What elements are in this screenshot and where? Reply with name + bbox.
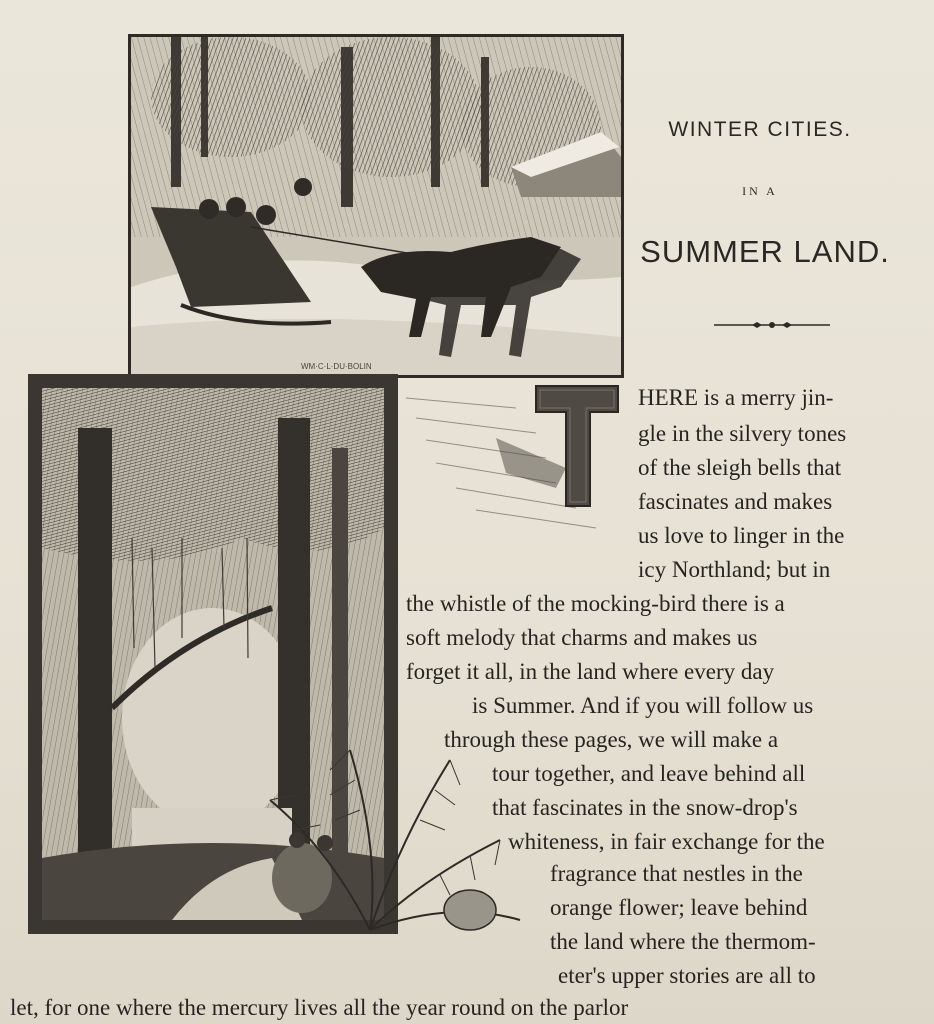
title-line-summer-land: SUMMER LAND. xyxy=(640,234,890,269)
body-line: tour together, and leave behind all xyxy=(492,761,806,786)
body-line: through these pages, we will make a xyxy=(444,727,779,752)
body-line: is Summer. And if you will follow us xyxy=(472,693,814,718)
sleigh-illustration xyxy=(128,34,624,378)
body-line: soft melody that charms and makes us xyxy=(406,625,758,650)
body-line: of the sleigh bells that xyxy=(638,455,842,480)
body-line: HERE is a merry jin- xyxy=(638,385,834,410)
body-line: eter's upper stories are all to xyxy=(558,963,816,988)
body-line: fascinates and makes xyxy=(638,489,833,514)
body-line: whiteness, in fair exchange for the xyxy=(508,829,825,854)
dropcap-letter xyxy=(532,382,622,512)
sleigh-signature: WM·C·L·DU·BOLIN xyxy=(301,362,372,371)
title-line-in-a: IN A xyxy=(742,184,778,198)
body-line: the whistle of the mocking-bird there is a xyxy=(406,591,785,616)
body-line: orange flower; leave behind xyxy=(550,895,808,920)
body-line: let, for one where the mercury lives all the year round on the parlor xyxy=(10,995,629,1020)
body-line: us love to linger in the xyxy=(638,523,845,548)
body-line: icy Northland; but in xyxy=(638,557,831,582)
body-line: fragrance that nestles in the xyxy=(550,861,803,886)
ornament-divider xyxy=(712,318,832,332)
body-line: forget it all, in the land where every day xyxy=(406,659,775,684)
body-line: that fascinates in the snow-drop's xyxy=(492,795,798,820)
body-line: the land where the thermom- xyxy=(550,929,816,954)
title-line-winter-cities: WINTER CITIES. xyxy=(668,118,852,141)
body-line: gle in the silvery tones xyxy=(638,421,847,446)
